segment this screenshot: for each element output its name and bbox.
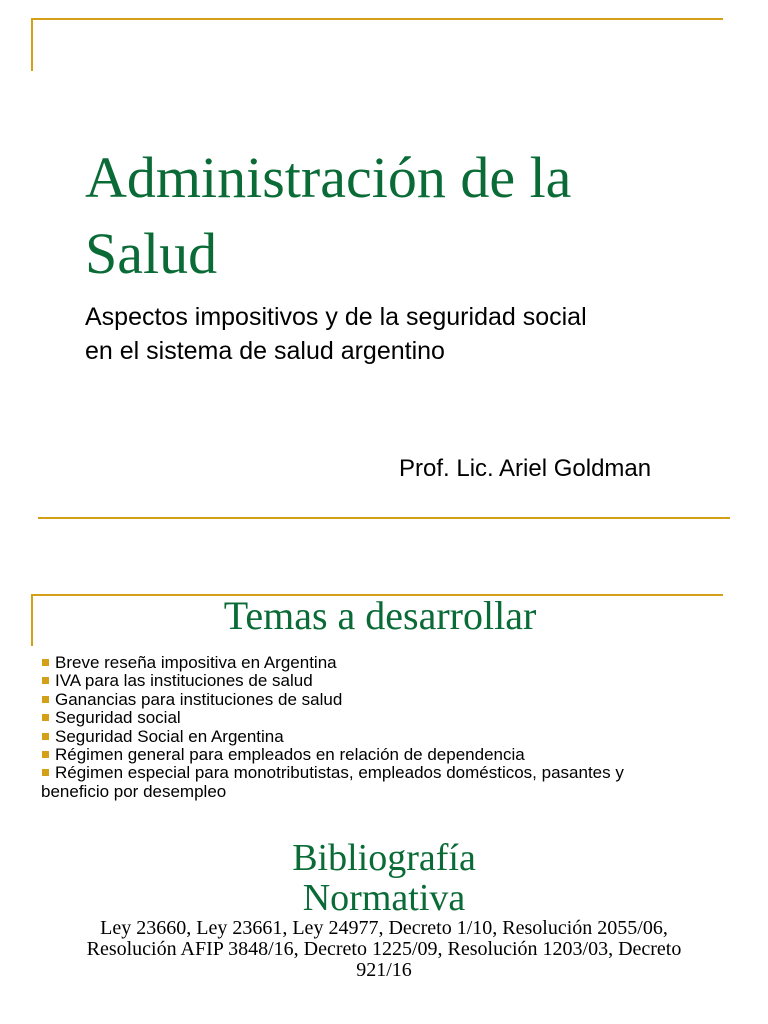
topics-heading: Temas a desarrollar (223, 593, 537, 638)
bibliography-heading (0, 838, 768, 918)
bibliography-heading-line-1: Bibliografía (292, 837, 476, 879)
bullet-icon (42, 769, 49, 776)
bullet-icon (42, 714, 49, 721)
list-item (41, 709, 741, 727)
subtitle-line-1: Aspectos impositivos y de la seguridad social (85, 303, 587, 331)
bibliography-line-1: Ley 23660, Ley 23661, Ley 24977, Decreto 1/10, Resolución 2055/06, (100, 917, 668, 939)
bibliography-heading-line-2: Normativa (302, 877, 466, 919)
list-item-label: Régimen general para empleados en relación de dependencia (55, 745, 525, 765)
list-item-label: beneficio por desempleo (41, 781, 227, 801)
bullet-icon (42, 696, 49, 703)
list-item (41, 728, 741, 746)
topics-list (41, 654, 741, 801)
list-item-label: Seguridad Social en Argentina (55, 726, 284, 746)
bibliography-text (40, 918, 728, 981)
bibliography-line-2: Resolución AFIP 3848/16, Decreto 1225/09, Resolución 1203/03, Decreto (86, 938, 682, 960)
list-item (41, 764, 741, 782)
top-gold-rule (31, 18, 723, 20)
left-gold-rule (31, 18, 33, 71)
list-item-label: Régimen especial para monotributistas, empleados domésticos, pasantes y (55, 763, 624, 783)
title-line-2: Salud (85, 221, 218, 286)
list-item (41, 691, 741, 709)
list-item-label: Seguridad social (55, 708, 181, 728)
presentation-subtitle (85, 300, 725, 368)
subtitle-line-2: en el sistema de salud argentino (85, 337, 445, 365)
bibliography-line-3: 921/16 (356, 959, 412, 981)
list-item-continuation (41, 783, 741, 801)
presentation-title (85, 140, 705, 292)
bullet-icon (42, 659, 49, 666)
list-item-label: IVA para las instituciones de salud (55, 671, 313, 691)
bullet-icon (42, 733, 49, 740)
list-item (41, 654, 741, 672)
title-line-1: Administración de la (85, 145, 572, 210)
list-item (41, 672, 741, 690)
list-item-label: Breve reseña impositiva en Argentina (55, 653, 337, 672)
slide-divider-rule (38, 517, 730, 519)
author-name: Prof. Lic. Ariel Goldman (399, 455, 652, 482)
bullet-icon (42, 751, 49, 758)
bullet-icon (42, 677, 49, 684)
list-item (41, 746, 741, 764)
list-item-label: Ganancias para instituciones de salud (55, 689, 343, 709)
